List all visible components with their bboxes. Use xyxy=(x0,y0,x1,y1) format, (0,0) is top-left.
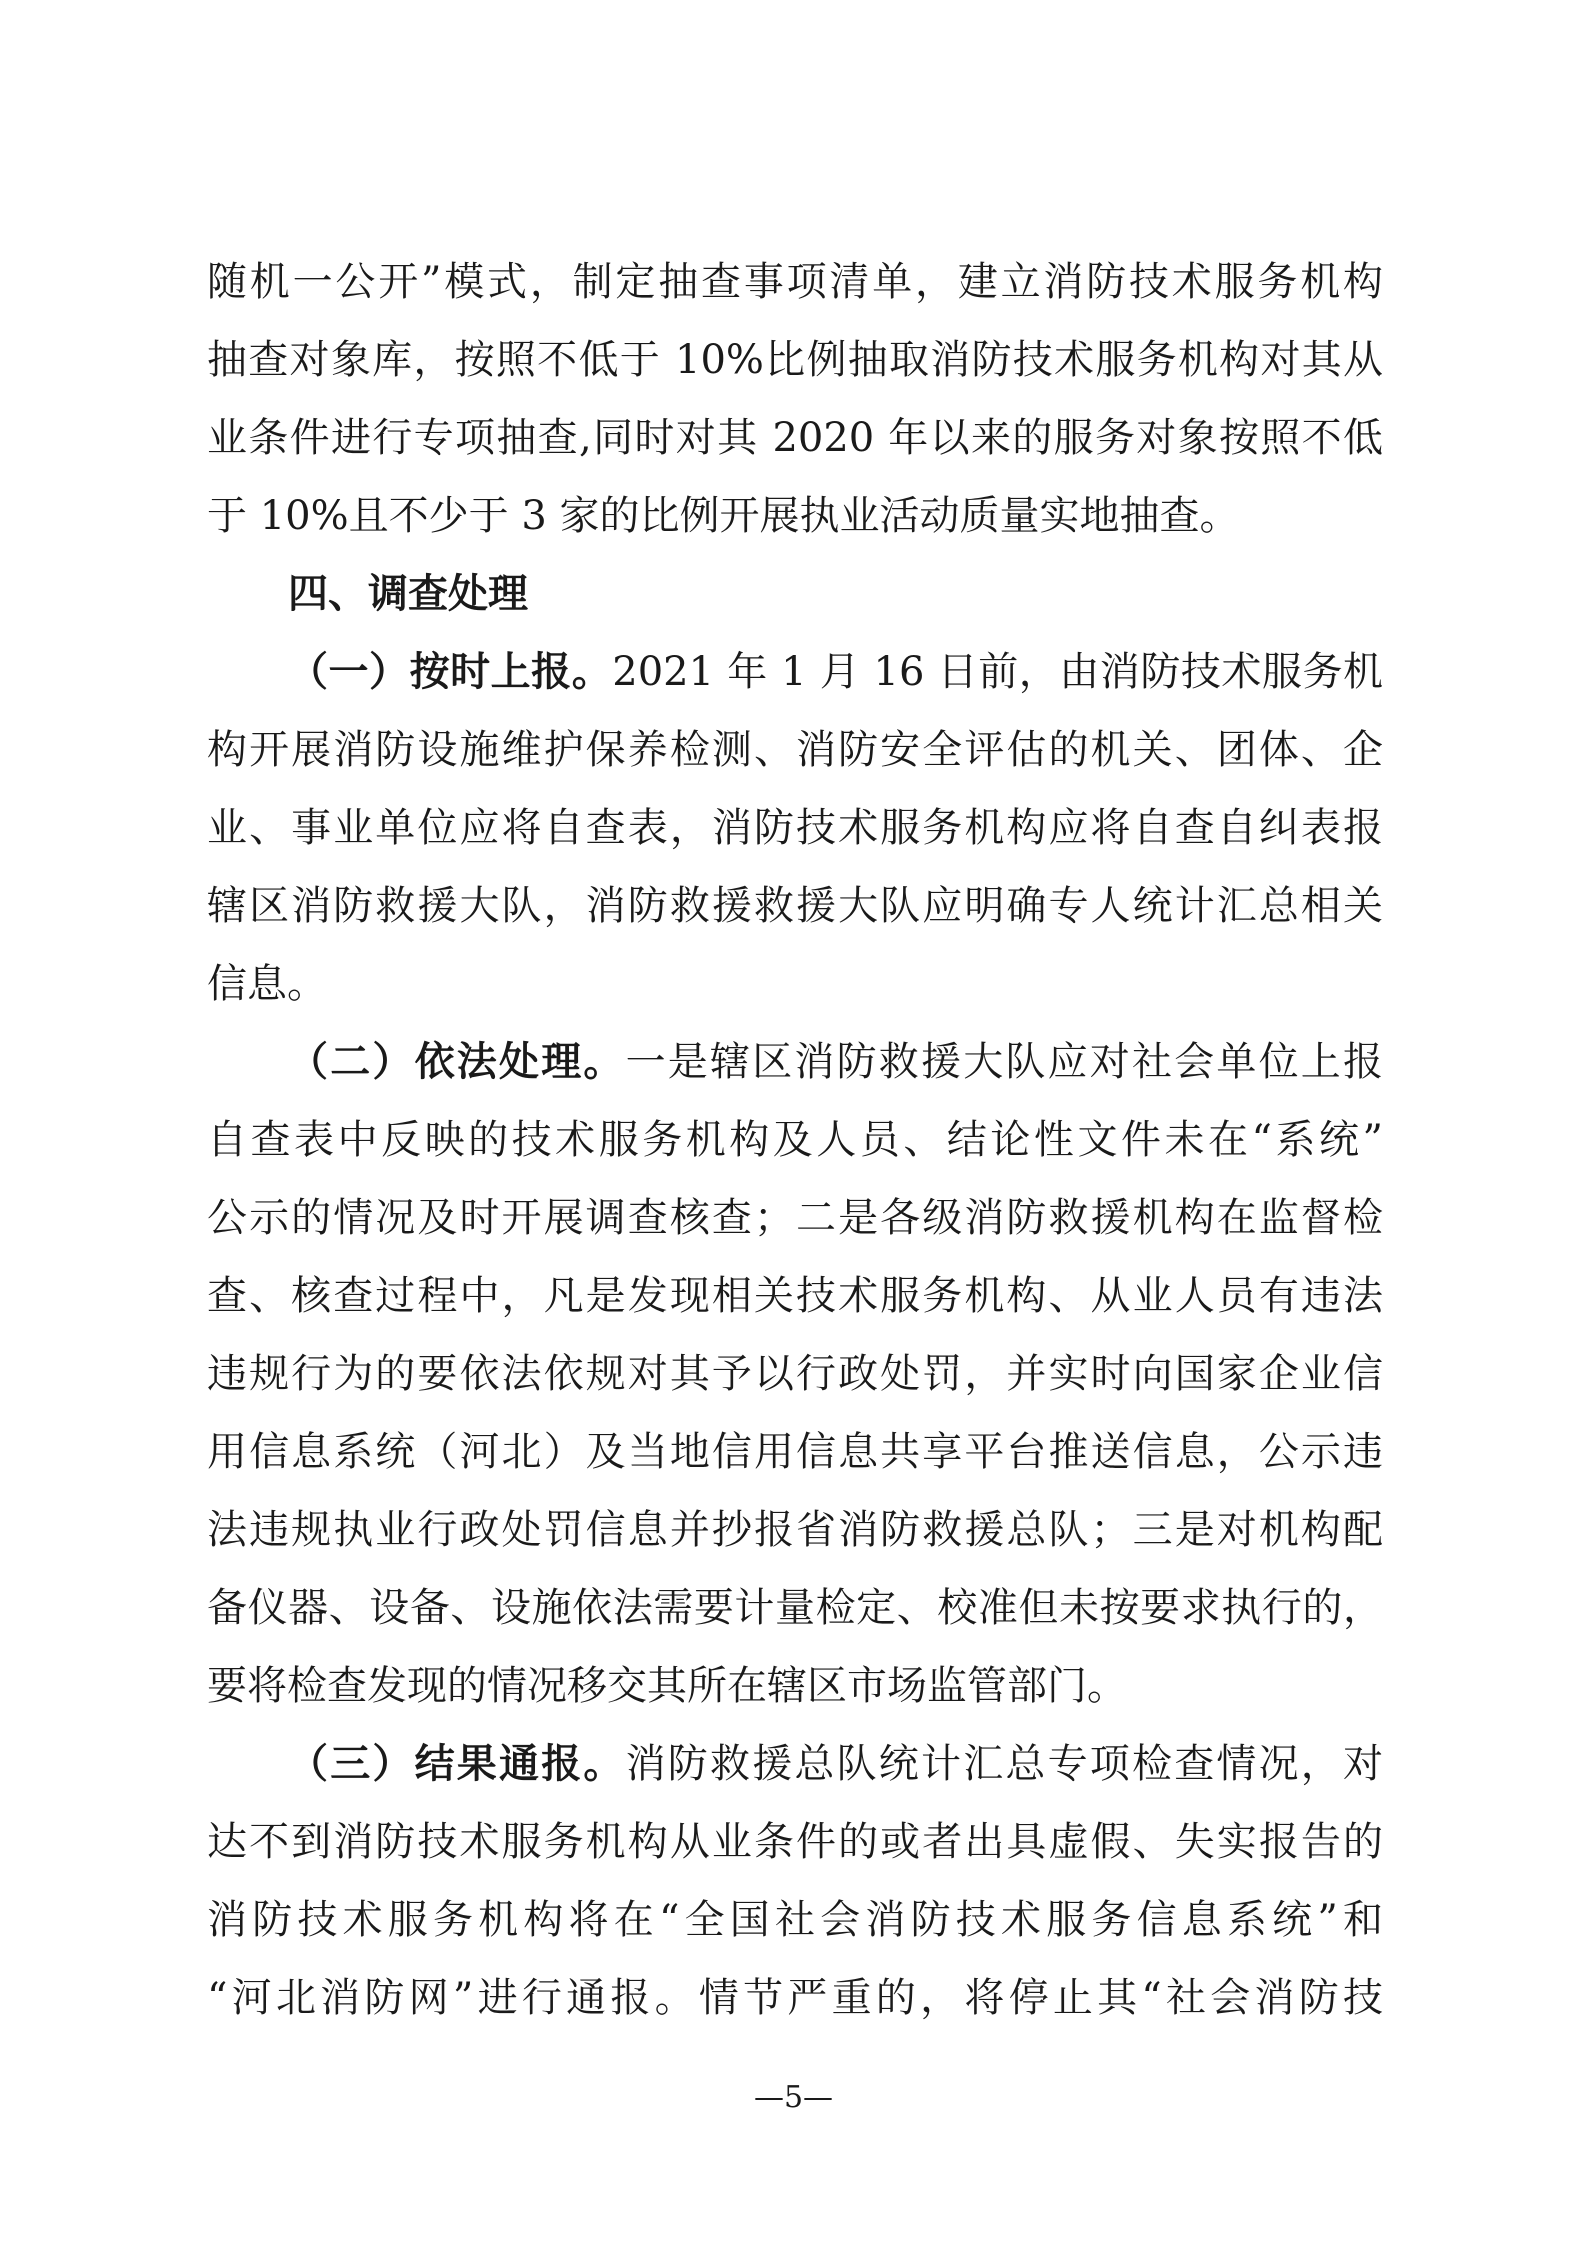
paragraph-line: 业、事业单位应将自查表，消防技术服务机构应将自查自纠表报 xyxy=(207,805,1383,851)
body-text xyxy=(207,243,1383,2037)
paragraph-line: 达不到消防技术服务机构从业条件的或者出具虚假、失实报告的 xyxy=(207,1819,1383,1865)
paragraph-line: 消防技术服务机构将在“全国社会消防技术服务信息系统”和 xyxy=(207,1897,1383,1943)
paragraph-line: 随机一公开”模式，制定抽查事项清单，建立消防技术服务机构 xyxy=(207,259,1383,305)
item-lead: （二）依法处理。 xyxy=(288,1039,626,1085)
paragraph-line: 用信息系统（河北）及当地信用信息共享平台推送信息，公示违 xyxy=(207,1429,1383,1475)
paragraph-line: 备仪器、设备、设施依法需要计量检定、校准但未按要求执行的， xyxy=(207,1585,1383,1631)
paragraph-line: 业条件进行专项抽查,同时对其 2020 年以来的服务对象按照不低 xyxy=(207,415,1383,461)
item-text: 消防救援总队统计汇总专项检查情况，对 xyxy=(625,1741,1383,1787)
paragraph-line: 自查表中反映的技术服务机构及人员、结论性文件未在“系统” xyxy=(207,1117,1383,1163)
item-lead: （一）按时上报。 xyxy=(288,649,613,695)
paragraph-line: 于 10%且不少于 3 家的比例开展执业活动质量实地抽查。 xyxy=(207,493,1240,539)
item-lead: （三）结果通报。 xyxy=(288,1741,626,1787)
item-first-line xyxy=(207,1725,1383,1803)
paragraph-line: 公示的情况及时开展调查核查；二是各级消防救援机构在监督检 xyxy=(207,1195,1383,1241)
item-text: 2021 年 1 月 16 日前，由消防技术服务机 xyxy=(612,649,1383,695)
paragraph-line: 要将检查发现的情况移交其所在辖区市场监管部门。 xyxy=(207,1663,1127,1709)
paragraph-line: 违规行为的要依法依规对其予以行政处罚，并实时向国家企业信 xyxy=(207,1351,1383,1397)
paragraph-line: “河北消防网”进行通报。情节严重的，将停止其“社会消防技 xyxy=(207,1975,1383,2021)
item-text: 一是辖区消防救援大队应对社会单位上报 xyxy=(625,1039,1383,1085)
section-heading: 四、调查处理 xyxy=(288,571,528,617)
paragraph-line: 法违规执业行政处罚信息并抄报省消防救援总队；三是对机构配 xyxy=(207,1507,1383,1553)
paragraph-line: 信息。 xyxy=(207,961,327,1007)
page-number: —5— xyxy=(753,2080,834,2115)
item-first-line xyxy=(207,1023,1383,1101)
paragraph-line: 构开展消防设施维护保养检测、消防安全评估的机关、团体、企 xyxy=(207,727,1383,773)
paragraph-line: 查、核查过程中，凡是发现相关技术服务机构、从业人员有违法 xyxy=(207,1273,1383,1319)
item-first-line xyxy=(207,633,1383,711)
paragraph-line: 抽查对象库，按照不低于 10%比例抽取消防技术服务机构对其从 xyxy=(207,337,1383,383)
paragraph-line: 辖区消防救援大队，消防救援救援大队应明确专人统计汇总相关 xyxy=(207,883,1383,929)
